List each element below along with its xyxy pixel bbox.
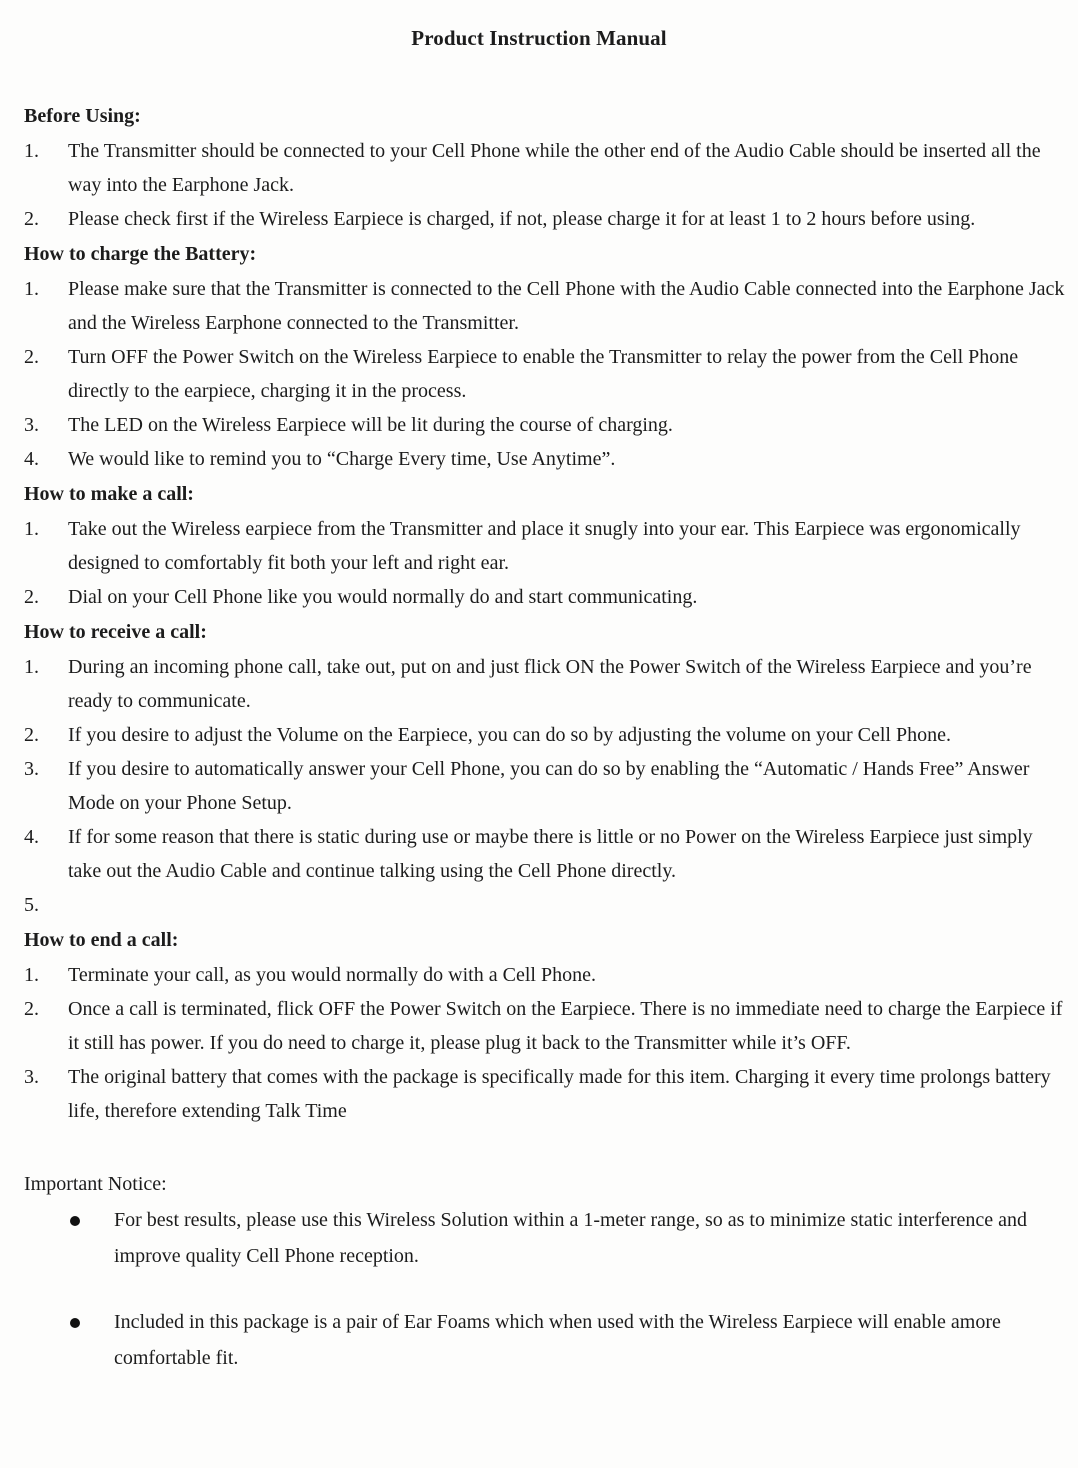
list-item — [24, 442, 1068, 476]
section-heading: How to end a call: — [24, 929, 179, 951]
item-text: The original battery that comes with the package is specifically made for this item. Charging it every time prolongs battery life, therefore extending Talk Time — [68, 1066, 1051, 1122]
item-number: 5. — [24, 894, 39, 916]
section-before-using — [24, 100, 1068, 236]
manual-content — [24, 98, 1068, 1406]
item-text: Turn OFF the Power Switch on the Wireless Earpiece to enable the Transmitter to relay the power from the Cell Phone directly to the earpiece, charging it in the process. — [68, 346, 1019, 402]
list-item — [24, 752, 1068, 820]
item-number: 2. — [24, 724, 39, 746]
item-number: 2. — [24, 586, 39, 608]
list-item — [24, 992, 1068, 1060]
item-text: The Transmitter should be connected to your Cell Phone while the other end of the Audio Cable should be inserted all the way into the Earphone Jack. — [68, 140, 1041, 196]
item-text: If for some reason that there is static during use or maybe there is little or no Power on the Wireless Earpiece just simply take out the Audio Cable and continue talking using the Cell Phone directly. — [68, 826, 1033, 882]
item-text: We would like to remind you to “Charge Every time, Use Anytime”. — [68, 448, 616, 470]
item-text: Terminate your call, as you would normally do with a Cell Phone. — [68, 964, 596, 986]
item-text: If you desire to automatically answer your Cell Phone, you can do so by enabling the “Automatic / Hands Free” Answer Mode on your Phone Setup. — [68, 758, 1030, 814]
section-heading: Before Using: — [24, 105, 141, 127]
item-number: 3. — [24, 1066, 39, 1088]
item-text: Dial on your Cell Phone like you would normally do and start communicating. — [68, 586, 698, 608]
item-text: The LED on the Wireless Earpiece will be lit during the course of charging. — [68, 414, 673, 436]
list-item — [24, 888, 1068, 922]
list-item — [24, 718, 1068, 752]
list-item — [24, 580, 1068, 614]
list-item — [24, 820, 1068, 888]
important-notice — [24, 1172, 1068, 1376]
list-item — [24, 272, 1068, 340]
section-make-call — [24, 478, 1068, 614]
item-number: 2. — [24, 346, 39, 368]
list-item — [24, 958, 1068, 992]
section-charge-battery — [24, 238, 1068, 476]
notice-bullet — [24, 1202, 1064, 1274]
item-number: 1. — [24, 278, 39, 300]
bullet-text: For best results, please use this Wireless Solution within a 1-meter range, so as to minimize static interference and improve quality Cell Phone reception. — [114, 1209, 1028, 1267]
list-item — [24, 408, 1068, 442]
section-heading: How to make a call: — [24, 483, 194, 505]
item-text: Please make sure that the Transmitter is connected to the Cell Phone with the Audio Cable connected into the Earphone Jack and the Wireless Earphone connected to the Transmitter. — [68, 278, 1065, 334]
item-text: Take out the Wireless earpiece from the Transmitter and place it snugly into your ear. This Earpiece was ergonomically designed to comfortably fit both your left and right ear. — [68, 518, 1021, 574]
item-text: During an incoming phone call, take out, put on and just flick ON the Power Switch of the Wireless Earpiece and you’re ready to communicate. — [68, 656, 1032, 712]
section-receive-call — [24, 616, 1068, 922]
bullet-text: Included in this package is a pair of Ear Foams which when used with the Wireless Earpiece will enable amore comfortable fit. — [114, 1311, 1001, 1369]
list-item — [24, 1060, 1068, 1128]
notice-title: Important Notice: — [24, 1173, 167, 1195]
item-text: Please check first if the Wireless Earpiece is charged, if not, please charge it for at least 1 to 2 hours before using. — [68, 208, 976, 230]
bullet-icon — [70, 1318, 80, 1328]
item-number: 3. — [24, 414, 39, 436]
document-title: Product Instruction Manual — [411, 26, 667, 50]
item-number: 1. — [24, 964, 39, 986]
section-end-call — [24, 924, 1068, 1128]
item-number: 1. — [24, 656, 39, 678]
item-text: If you desire to adjust the Volume on the Earpiece, you can do so by adjusting the volume on your Cell Phone. — [68, 724, 951, 746]
notice-bullet — [24, 1304, 1064, 1376]
item-number: 3. — [24, 758, 39, 780]
item-number: 1. — [24, 140, 39, 162]
list-item — [24, 512, 1068, 580]
item-number: 4. — [24, 448, 39, 470]
item-number: 2. — [24, 998, 39, 1020]
item-number: 4. — [24, 826, 39, 848]
list-item — [24, 650, 1068, 718]
item-text: Once a call is terminated, flick OFF the Power Switch on the Earpiece. There is no immediate need to charge the Earpiece if it still has power. If you do need to charge it, please plug it back to the Transmitter while it’s OFF. — [68, 998, 1063, 1054]
bullet-icon — [70, 1216, 80, 1226]
list-item — [24, 340, 1068, 408]
section-heading: How to receive a call: — [24, 621, 207, 643]
item-number: 1. — [24, 518, 39, 540]
section-heading: How to charge the Battery: — [24, 243, 257, 265]
item-number: 2. — [24, 208, 39, 230]
list-item — [24, 134, 1068, 202]
list-item — [24, 202, 1068, 236]
